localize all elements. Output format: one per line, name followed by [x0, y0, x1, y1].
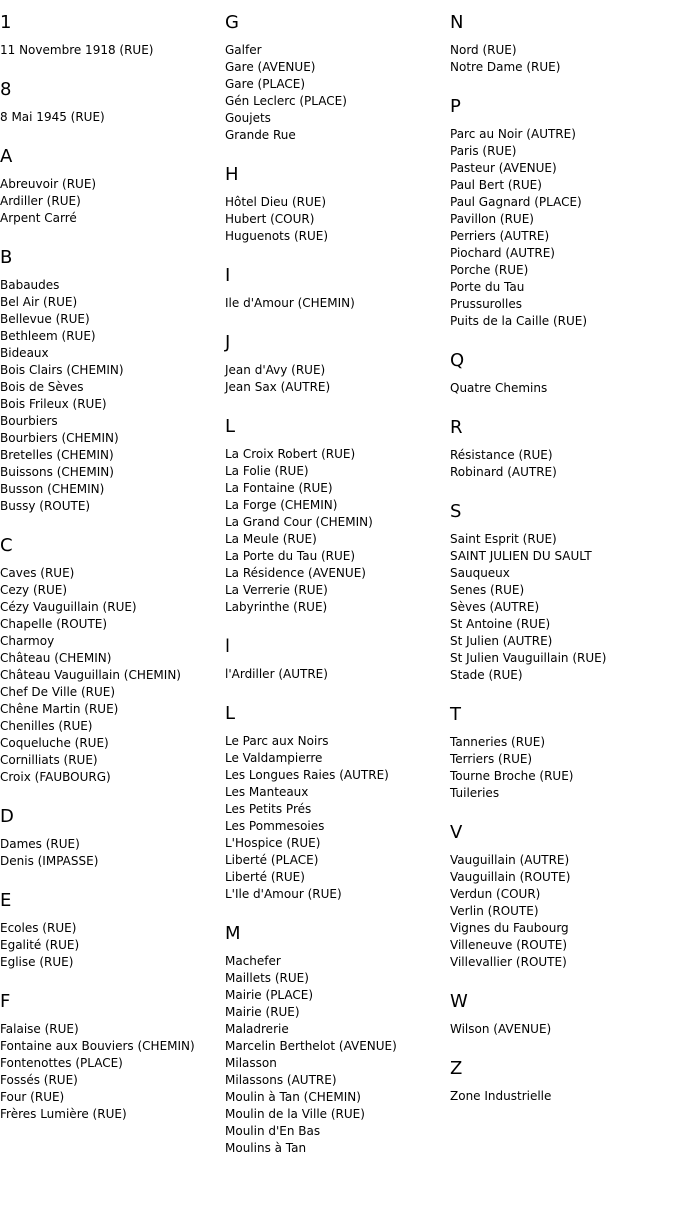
street-name: L'Hospice (RUE) — [225, 836, 321, 850]
street-name: Puits de la Caille (RUE) — [450, 314, 588, 328]
street-name: Frères Lumière (RUE) — [0, 1107, 127, 1121]
letter-group — [225, 416, 450, 616]
street-name: Galfer — [225, 43, 262, 57]
street-name: La Folie (RUE) — [225, 464, 309, 478]
street-name: Notre Dame (RUE) — [450, 60, 561, 74]
letter-group — [0, 890, 225, 971]
letter-group — [225, 636, 450, 683]
letter-group — [225, 12, 450, 144]
street-name: Arpent Carré — [0, 211, 77, 225]
letter-group — [0, 806, 225, 870]
street-name: Liberté (PLACE) — [225, 853, 319, 867]
street-name: Milasson — [225, 1056, 277, 1070]
letter-group — [0, 247, 225, 515]
street-name: Villeneuve (ROUTE) — [450, 938, 568, 952]
street-name: Mairie (PLACE) — [225, 988, 314, 1002]
letter-group — [0, 991, 225, 1123]
street-name: Maladrerie — [225, 1022, 289, 1036]
street-name: La Porte du Tau (RUE) — [225, 549, 356, 563]
street-name: Marcelin Berthelot (AVENUE) — [225, 1039, 397, 1053]
letter-group — [450, 704, 675, 802]
letter-heading: Q — [450, 350, 465, 371]
letter-heading: B — [0, 247, 13, 268]
street-name: Senes (RUE) — [450, 583, 525, 597]
street-name: Cézy Vauguillain (RUE) — [0, 600, 137, 614]
street-name: Egalité (RUE) — [0, 938, 80, 952]
street-name: Vauguillain (ROUTE) — [450, 870, 571, 884]
street-name: Wilson (AVENUE) — [450, 1022, 552, 1036]
street-name: La Résidence (AVENUE) — [225, 566, 366, 580]
street-name: Résistance (RUE) — [450, 448, 553, 462]
letter-heading: 1 — [0, 12, 12, 33]
letter-group — [450, 501, 675, 684]
letter-heading: G — [225, 12, 239, 33]
letter-heading: L — [225, 703, 236, 724]
street-name: Terriers (RUE) — [450, 752, 533, 766]
street-name: Porte du Tau — [450, 280, 525, 294]
street-name: Parc au Noir (AUTRE) — [450, 127, 576, 141]
letter-heading: L — [225, 416, 236, 437]
letter-heading: D — [0, 806, 14, 827]
street-name: Moulin d'En Bas — [225, 1124, 321, 1138]
letter-group — [0, 12, 225, 59]
street-name: Sauqueux — [450, 566, 510, 580]
street-name: Vignes du Faubourg — [450, 921, 569, 935]
street-name: Fontenottes (PLACE) — [0, 1056, 123, 1070]
street-name: St Julien Vauguillain (RUE) — [450, 651, 607, 665]
street-name: Bussy (ROUTE) — [0, 499, 91, 513]
letter-heading: H — [225, 164, 239, 185]
street-name: Vauguillain (AUTRE) — [450, 853, 570, 867]
letter-group — [225, 332, 450, 396]
street-name: Bellevue (RUE) — [0, 312, 90, 326]
street-name: Goujets — [225, 111, 271, 125]
street-name: Les Pommesoies — [225, 819, 325, 833]
street-name: Chenilles (RUE) — [0, 719, 93, 733]
street-name: Eglise (RUE) — [0, 955, 74, 969]
letter-heading: I — [225, 265, 231, 286]
letter-heading: F — [0, 991, 11, 1012]
street-name: Bel Air (RUE) — [0, 295, 78, 309]
letter-heading: T — [450, 704, 461, 725]
street-name: Les Longues Raies (AUTRE) — [225, 768, 389, 782]
street-name: Mairie (RUE) — [225, 1005, 300, 1019]
street-name: Denis (IMPASSE) — [0, 854, 99, 868]
street-name: Zone Industrielle — [450, 1089, 552, 1103]
street-name: Jean Sax (AUTRE) — [225, 380, 331, 394]
letter-group — [450, 96, 675, 330]
letter-group — [225, 703, 450, 903]
index-column-1 — [0, 12, 225, 1143]
street-name: Sèves (AUTRE) — [450, 600, 540, 614]
letter-group — [450, 12, 675, 76]
letter-heading: A — [0, 146, 13, 167]
street-name: Four (RUE) — [0, 1090, 65, 1104]
letter-heading: W — [450, 991, 468, 1012]
street-name: Fossés (RUE) — [0, 1073, 78, 1087]
street-name: Robinard (AUTRE) — [450, 465, 557, 479]
letter-heading: R — [450, 417, 463, 438]
street-name: Le Parc aux Noirs — [225, 734, 329, 748]
street-name: Gén Leclerc (PLACE) — [225, 94, 347, 108]
street-name: La Croix Robert (RUE) — [225, 447, 356, 461]
letter-heading: E — [0, 890, 12, 911]
street-name: Dames (RUE) — [0, 837, 80, 851]
letter-heading: l — [225, 636, 231, 657]
street-name: Ecoles (RUE) — [0, 921, 77, 935]
street-name: Bethleem (RUE) — [0, 329, 96, 343]
street-name: La Verrerie (RUE) — [225, 583, 328, 597]
letter-group — [225, 164, 450, 245]
street-name: La Forge (CHEMIN) — [225, 498, 338, 512]
index-column-3 — [450, 12, 675, 1125]
street-name: l'Ardiller (AUTRE) — [225, 667, 328, 681]
letter-group — [0, 535, 225, 786]
street-name: La Fontaine (RUE) — [225, 481, 333, 495]
street-name: Tuileries — [450, 786, 500, 800]
street-name: Verlin (ROUTE) — [450, 904, 539, 918]
street-name: Bois Clairs (CHEMIN) — [0, 363, 124, 377]
street-name: Ardiller (RUE) — [0, 194, 81, 208]
letter-group — [225, 923, 450, 1157]
street-name: Verdun (COUR) — [450, 887, 541, 901]
street-name: Bois de Sèves — [0, 380, 84, 394]
street-name: Caves (RUE) — [0, 566, 75, 580]
street-name: Grande Rue — [225, 128, 296, 142]
street-name: Gare (PLACE) — [225, 77, 306, 91]
index-column-2 — [225, 12, 450, 1177]
street-name: Coqueluche (RUE) — [0, 736, 109, 750]
street-name: La Meule (RUE) — [225, 532, 317, 546]
letter-group — [450, 991, 675, 1038]
street-name: Paris (RUE) — [450, 144, 517, 158]
street-name: Les Manteaux — [225, 785, 309, 799]
letter-heading: S — [450, 501, 462, 522]
letter-heading: C — [0, 535, 13, 556]
letter-heading: 8 — [0, 79, 12, 100]
street-name: Huguenots (RUE) — [225, 229, 329, 243]
street-name: La Grand Cour (CHEMIN) — [225, 515, 373, 529]
street-name: Gare (AVENUE) — [225, 60, 316, 74]
street-name: Falaise (RUE) — [0, 1022, 79, 1036]
street-name: Villevallier (ROUTE) — [450, 955, 567, 969]
street-name: Saint Esprit (RUE) — [450, 532, 557, 546]
street-name: Cornilliats (RUE) — [0, 753, 98, 767]
street-name: Prussurolles — [450, 297, 522, 311]
letter-group — [450, 350, 675, 397]
street-name: Busson (CHEMIN) — [0, 482, 105, 496]
street-name: Les Petits Prés — [225, 802, 312, 816]
street-name: Abreuvoir (RUE) — [0, 177, 97, 191]
letter-group — [450, 822, 675, 971]
street-name: Machefer — [225, 954, 281, 968]
street-name: Chapelle (ROUTE) — [0, 617, 108, 631]
street-name: Babaudes — [0, 278, 60, 292]
letter-group — [225, 265, 450, 312]
street-name: Piochard (AUTRE) — [450, 246, 555, 260]
street-name: Hubert (COUR) — [225, 212, 315, 226]
street-name: Jean d'Avy (RUE) — [225, 363, 326, 377]
street-name: Nord (RUE) — [450, 43, 517, 57]
street-name: Château (CHEMIN) — [0, 651, 112, 665]
street-name: Bourbiers (CHEMIN) — [0, 431, 119, 445]
street-name: Cezy (RUE) — [0, 583, 68, 597]
street-name: Le Valdampierre — [225, 751, 323, 765]
street-name: SAINT JULIEN DU SAULT — [450, 549, 592, 563]
letter-heading: P — [450, 96, 461, 117]
letter-heading: M — [225, 923, 241, 944]
street-name: St Julien (AUTRE) — [450, 634, 553, 648]
street-name: 11 Novembre 1918 (RUE) — [0, 43, 154, 57]
street-name: Hôtel Dieu (RUE) — [225, 195, 327, 209]
street-name: Maillets (RUE) — [225, 971, 309, 985]
street-name: L'Ile d'Amour (RUE) — [225, 887, 342, 901]
letter-group — [450, 417, 675, 481]
street-name: Tanneries (RUE) — [450, 735, 546, 749]
letter-group — [0, 79, 225, 126]
street-name: Moulin de la Ville (RUE) — [225, 1107, 365, 1121]
street-name: Pavillon (RUE) — [450, 212, 534, 226]
street-name: Château Vauguillain (CHEMIN) — [0, 668, 181, 682]
street-name: Labyrinthe (RUE) — [225, 600, 328, 614]
street-name: Paul Gagnard (PLACE) — [450, 195, 582, 209]
street-name: Ile d'Amour (CHEMIN) — [225, 296, 355, 310]
street-name: 8 Mai 1945 (RUE) — [0, 110, 105, 124]
street-name: Milassons (AUTRE) — [225, 1073, 337, 1087]
street-name: Buissons (CHEMIN) — [0, 465, 114, 479]
street-name: Liberté (RUE) — [225, 870, 305, 884]
letter-heading: V — [450, 822, 463, 843]
street-name: Moulins à Tan — [225, 1141, 307, 1155]
letter-group — [0, 146, 225, 227]
street-name: Paul Bert (RUE) — [450, 178, 542, 192]
street-name: Tourne Broche (RUE) — [450, 769, 574, 783]
street-name: Bideaux — [0, 346, 49, 360]
street-name: Bois Frileux (RUE) — [0, 397, 107, 411]
street-name: Perriers (AUTRE) — [450, 229, 550, 243]
letter-heading: J — [225, 332, 231, 353]
street-name: Moulin à Tan (CHEMIN) — [225, 1090, 361, 1104]
street-name: Chêne Martin (RUE) — [0, 702, 119, 716]
street-name: Chef De Ville (RUE) — [0, 685, 116, 699]
street-name: Stade (RUE) — [450, 668, 523, 682]
street-name: Bourbiers — [0, 414, 58, 428]
letter-heading: Z — [450, 1058, 463, 1079]
street-name: St Antoine (RUE) — [450, 617, 551, 631]
letter-group — [450, 1058, 675, 1105]
letter-heading: N — [450, 12, 464, 33]
street-name: Croix (FAUBOURG) — [0, 770, 111, 784]
street-name: Charmoy — [0, 634, 55, 648]
street-name: Porche (RUE) — [450, 263, 529, 277]
street-name: Pasteur (AVENUE) — [450, 161, 557, 175]
street-name: Bretelles (CHEMIN) — [0, 448, 114, 462]
street-name: Fontaine aux Bouviers (CHEMIN) — [0, 1039, 195, 1053]
street-name: Quatre Chemins — [450, 381, 548, 395]
